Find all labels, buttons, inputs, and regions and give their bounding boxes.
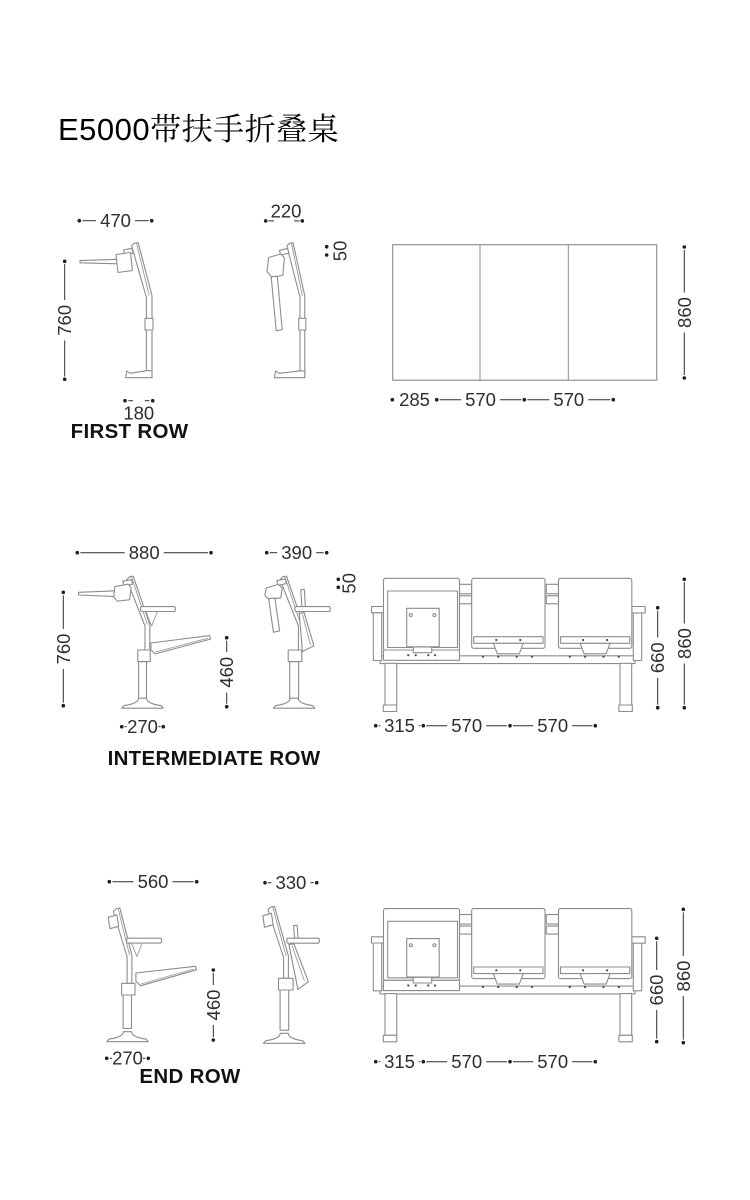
first-row-side-open-drawing [80, 243, 153, 378]
table-arm [79, 591, 117, 597]
post-collar [138, 650, 150, 662]
dim-end-inner-height [646, 937, 667, 1044]
pedestal-foot [263, 1033, 305, 1043]
first-row-side-folded-drawing [267, 243, 306, 378]
post-collar [145, 318, 153, 330]
svg-text:560: 560 [137, 871, 169, 892]
pivot-bracket [116, 253, 133, 273]
dim-first-height [54, 260, 75, 382]
dim-intermediate-open-width [76, 542, 213, 563]
svg-text:220: 220 [270, 200, 302, 222]
svg-text:50: 50 [329, 240, 351, 262]
lower-post [139, 662, 147, 700]
post-collar [122, 983, 135, 995]
dim-intermediate-seat-height [216, 636, 237, 709]
svg-text:570: 570 [537, 715, 569, 736]
svg-text:270: 270 [112, 1047, 143, 1069]
dim-end-folded-width [263, 872, 318, 893]
armrest [127, 938, 162, 943]
folded-table-panel [269, 598, 280, 632]
section-first-row [54, 201, 695, 444]
post-collar [288, 650, 302, 662]
svg-text:660: 660 [647, 642, 669, 674]
svg-text:460: 460 [216, 656, 238, 688]
back-post [132, 243, 152, 378]
end-side-open-drawing [107, 908, 197, 1042]
svg-text:315: 315 [384, 1051, 415, 1072]
svg-text:570: 570 [451, 1051, 483, 1072]
svg-text:570: 570 [465, 389, 496, 410]
dim-intermediate-inner-height [647, 606, 668, 710]
table-arm [80, 259, 118, 264]
svg-text:880: 880 [128, 542, 160, 563]
dim-first-front-height [674, 245, 695, 380]
end-row-label: END ROW [139, 1065, 241, 1088]
lower-post [280, 990, 289, 1030]
dim-intermediate-height [53, 591, 74, 708]
post-collar [279, 978, 294, 990]
page-title: E5000带扶手折叠桌 [58, 112, 340, 147]
svg-text:470: 470 [100, 210, 131, 231]
armrest [287, 938, 319, 943]
first-row-front-drawing [393, 245, 657, 381]
pedestal-foot [122, 698, 164, 708]
armrest-brace [132, 943, 137, 957]
dim-intermediate-base [120, 716, 165, 737]
lower-post [290, 662, 299, 700]
svg-text:330: 330 [275, 872, 307, 893]
folded-seat-edge [301, 589, 306, 607]
pedestal-foot [107, 1032, 149, 1042]
section-end-row [105, 871, 694, 1088]
back-top-cap [263, 913, 273, 927]
pivot-bracket [114, 584, 131, 601]
svg-text:315: 315 [384, 715, 415, 736]
svg-text:570: 570 [537, 1051, 569, 1072]
dim-first-front-spacings [391, 389, 616, 410]
dim-end-seat-height [203, 968, 224, 1042]
table-top-run [393, 245, 657, 381]
intermediate-front-drawing [372, 578, 646, 711]
dim-first-fold-gap [325, 241, 351, 262]
intermediate-side-folded-drawing [265, 576, 330, 708]
armrest [295, 607, 330, 612]
svg-text:860: 860 [673, 297, 695, 328]
svg-text:860: 860 [672, 960, 694, 992]
dim-intermediate-fold-gap [337, 573, 360, 594]
section-intermediate-row [53, 542, 695, 770]
svg-text:460: 460 [202, 989, 224, 1021]
intermediate-side-open-drawing [79, 576, 211, 708]
svg-text:50: 50 [338, 573, 360, 594]
dim-intermediate-front-spacings [374, 715, 597, 736]
pedestal-foot [273, 698, 315, 708]
svg-text:860: 860 [673, 628, 695, 659]
dim-end-front-spacings [374, 1051, 597, 1072]
lower-post [123, 995, 131, 1029]
end-front-drawing [372, 909, 646, 1042]
svg-text:760: 760 [54, 304, 76, 336]
dim-first-open-width [78, 210, 154, 231]
svg-text:285: 285 [399, 389, 430, 410]
floor-foot [126, 371, 152, 378]
floor-foot [274, 371, 304, 378]
dim-intermediate-folded-width [265, 542, 329, 563]
post-collar [299, 318, 306, 330]
end-side-folded-drawing [263, 906, 320, 1043]
svg-text:390: 390 [281, 542, 313, 563]
intermediate-row-label: INTERMEDIATE ROW [107, 747, 321, 770]
pivot-bracket [265, 584, 282, 599]
dim-end-open-width [108, 871, 199, 892]
svg-text:270: 270 [127, 716, 158, 737]
svg-text:570: 570 [553, 389, 585, 410]
svg-text:660: 660 [646, 974, 668, 1006]
folded-seat-flap [299, 612, 314, 651]
armrest [141, 607, 176, 612]
svg-text:180: 180 [123, 402, 155, 424]
dim-first-folded-width [264, 201, 304, 223]
svg-text:760: 760 [52, 633, 74, 665]
folded-table-panel [271, 276, 282, 331]
back-top-cap [108, 915, 119, 929]
pivot-bracket [267, 254, 284, 277]
first-row-label: FIRST ROW [70, 420, 189, 443]
dim-end-front-height [673, 908, 694, 1045]
svg-text:570: 570 [451, 715, 483, 736]
folded-seat-edge [294, 925, 299, 938]
dim-intermediate-front-height [674, 578, 695, 710]
